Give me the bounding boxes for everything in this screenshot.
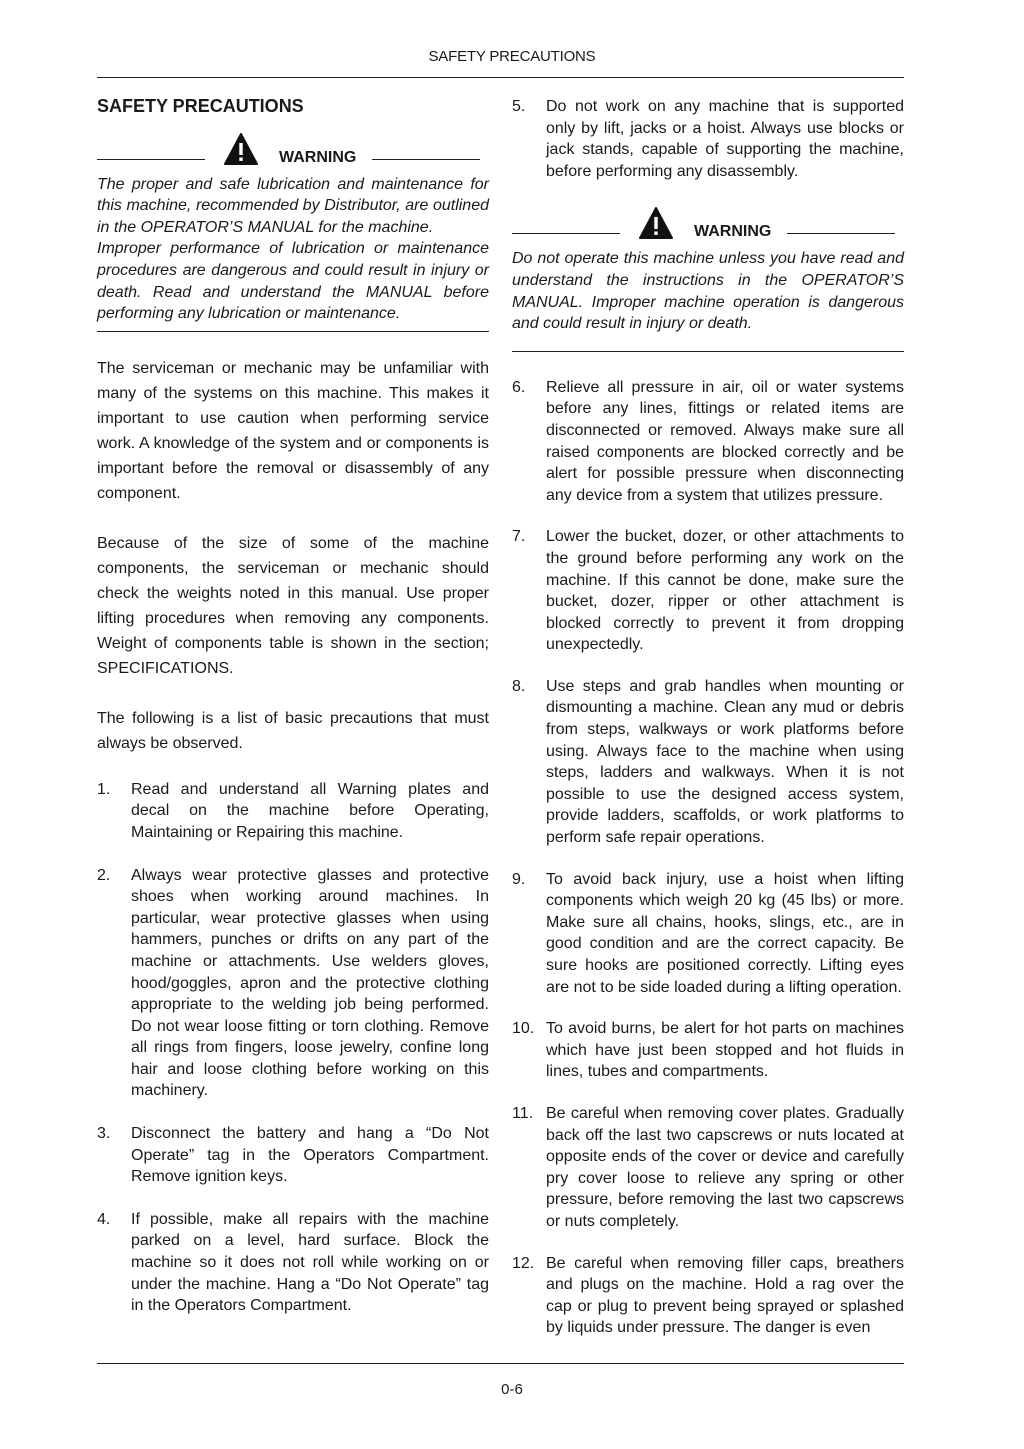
item-text: Disconnect the battery and hang a “Do Not Operate” tag in the Operators Compartment. Remove ignition keys. <box>131 1125 489 1186</box>
left-column <box>97 94 489 1317</box>
item-text: Use steps and grab handles when mounting or dismounting a machine. Clean any mud or debris from steps, walkways or work platforms before using. Always face to the machine when using steps, ladders and walkways. When it is not possible to use the designed access system, provide ladders, scaffolds, or work platforms to perform safe repair operations. <box>546 677 904 847</box>
list-item <box>97 1209 489 1317</box>
list-item <box>97 779 489 844</box>
item-text: Read and understand all Warning plates and decal on the machine before Operating, Maintaining or Repairing this machine. <box>131 780 489 841</box>
warning-line-right <box>372 159 480 160</box>
section-title: SAFETY PRECAUTIONS <box>97 96 304 116</box>
footer-rule <box>97 1363 904 1364</box>
list-item <box>512 96 904 182</box>
list-item <box>512 526 904 656</box>
item-number: 7. <box>512 528 526 546</box>
item-number: 8. <box>512 677 526 695</box>
item-text: Be careful when removing filler caps, breathers and plugs on the machine. Hold a rag over the cap or plug to prevent being sprayed or splashed by liquids under pressure. The danger is even <box>546 1254 904 1337</box>
item-text: If possible, make all repairs with the machine parked on a level, hard surface. Block the machine so it does not roll while working on or under the machine. Hang a “Do Not Operate” tag in the Operators Compartment. <box>131 1210 489 1315</box>
item-number: 12. <box>512 1254 535 1272</box>
item-text: Do not work on any machine that is supported only by lift, jacks or a hoist. Always use blocks or jack stands, capable of supporting the machine, before performing any disassembly. <box>546 98 904 180</box>
item-number: 6. <box>512 378 526 396</box>
list-item <box>512 1253 904 1339</box>
precaution-list <box>512 377 904 1339</box>
list-item <box>97 1123 489 1188</box>
page-number: 0-6 <box>501 1381 523 1398</box>
item-number: 11. <box>512 1104 534 1122</box>
list-item <box>512 869 904 999</box>
item-text: Lower the bucket, dozer, or other attachments to the ground before performing any work on the machine. If this cannot be done, make sure the bucket, dozer, ripper or other attachment is blocked correctly to prevent it from dropping unexpectedly. <box>546 528 904 654</box>
warning-triangle-icon <box>223 132 259 166</box>
item-number: 9. <box>512 870 526 888</box>
item-text: To avoid back injury, use a hoist when lifting components which weigh 20 kg (45 lbs) or more. Make sure all chains, hooks, slings, etc., are in good condition and are the correct capacity. Be sure hooks are positioned correctly. Lifting eyes are not to be side loaded during a lifting operation. <box>546 870 904 996</box>
warning-header <box>512 202 904 240</box>
list-item <box>512 676 904 849</box>
item-number: 10. <box>512 1020 535 1038</box>
precaution-list <box>97 779 489 1317</box>
warning-triangle-icon <box>638 206 674 240</box>
item-number: 2. <box>97 866 111 884</box>
warning-label: WARNING <box>694 223 772 241</box>
paragraph: The serviceman or mechanic may be unfamiliar with many of the systems on this machine. This makes it important to use caution when performing service work. A knowledge of the system and or components is important before the removal or disassembly of any component. <box>97 359 489 502</box>
list-item <box>512 1018 904 1083</box>
item-number: 1. <box>97 780 111 798</box>
warning-line-left <box>512 233 620 234</box>
warning-text: Do not operate this machine unless you have read and understand the instructions in the OPERATOR’S MANUAL. Improper machine operation is dangerous and could result in injury or death. <box>512 250 904 333</box>
paragraph: The following is a list of basic precautions that must always be observed. <box>97 709 489 752</box>
warning-header <box>97 128 489 166</box>
item-number: 3. <box>97 1125 111 1143</box>
warning-text: Improper performance of lubrication or maintenance procedures are dangerous and could result in injury or death. Read and understand the MANUAL before performing any lubrication or maintenance. <box>97 240 489 323</box>
warning-text: The proper and safe lubrication and maintenance for this machine, recommended by Distributor, are outlined in the OPERATOR’S MANUAL for the machine. <box>97 175 489 236</box>
warning-bottom-rule <box>97 331 489 332</box>
warning-line-right <box>787 233 895 234</box>
list-item <box>512 1103 904 1233</box>
item-number: 4. <box>97 1210 111 1228</box>
warning-label: WARNING <box>279 148 357 166</box>
item-text: Always wear protective glasses and protective shoes when working around machines. In particular, wear protective glasses when using hammers, punches or drifts on any part of the machine or attachments. Use welders gloves, hood/goggles, apron and the protective clothing appropriate to the welding job being performed. Do not wear loose fitting or torn clothing. Remove all rings from fingers, loose jewelry, confine long hair and loose clothing before working on this machinery. <box>131 866 489 1100</box>
item-number: 5. <box>512 98 526 115</box>
warning-line-left <box>97 159 205 160</box>
list-item <box>97 865 489 1103</box>
header-rule <box>97 77 904 78</box>
warning-bottom-rule <box>512 351 904 352</box>
item-text: Be careful when removing cover plates. Gradually back off the last two capscrews or nuts located at opposite ends of the cover or device and carefully pry cover loose to relieve any spring or other pressure, before removing the last two capscrews or nuts completely. <box>546 1104 904 1230</box>
paragraph: Because of the size of some of the machine components, the serviceman or mechanic should check the weights noted in this manual. Use proper lifting procedures when removing any components. Weight of components table is shown in the section; SPECIFICATIONS. <box>97 534 489 677</box>
item-text: To avoid burns, be alert for hot parts on machines which have just been stopped and hot fluids in lines, tubes and compartments. <box>546 1020 904 1081</box>
item-text: Relieve all pressure in air, oil or water systems before any lines, fittings or related items are disconnected or removed. Always make sure all raised components are blocked correctly and be alert for possible pressure when disconnecting any device from a system that utilizes pressure. <box>546 378 904 504</box>
right-column <box>512 94 904 1339</box>
list-item <box>512 377 904 507</box>
running-header: SAFETY PRECAUTIONS <box>428 48 596 65</box>
